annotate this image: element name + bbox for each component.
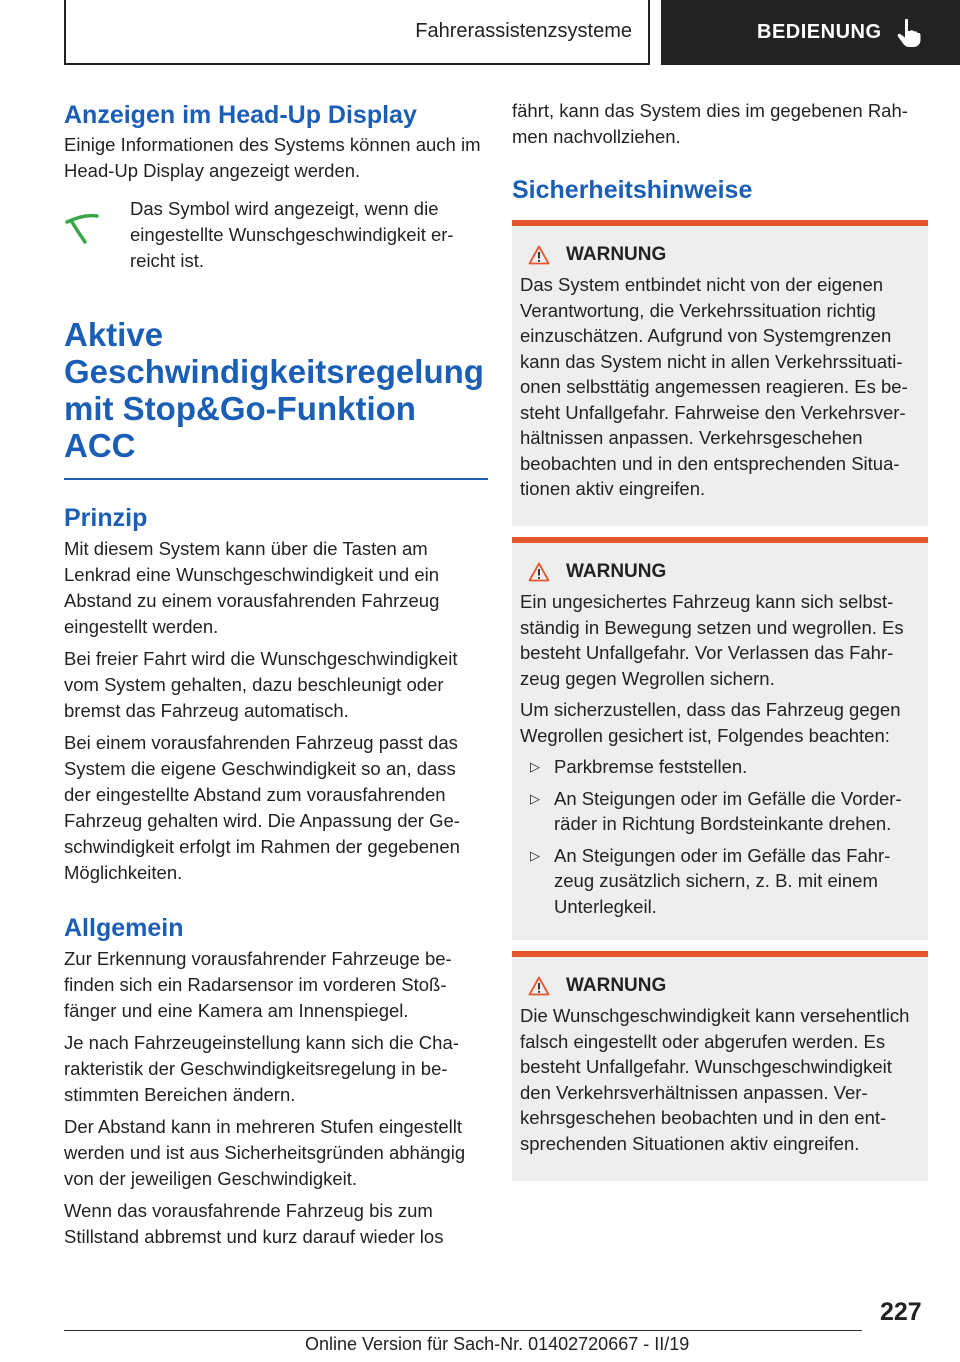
- prinzip-paragraph-1: Mit diesem System kann über die Tasten am Lenkrad eine Wunschgeschwindigkeit und ein Abstand zu einem vorausfahrenden Fahrzeug eingestellt werden.: [64, 538, 440, 637]
- hud-intro: Einige Informationen des Systems können auch im Head-Up Display angezeigt werden.: [64, 134, 481, 181]
- title-divider: [64, 478, 488, 480]
- warning-triangle-icon: [528, 245, 550, 265]
- continuation-text: fährt, kann das System dies im gegebenen Rahmen nachvollziehen.: [512, 100, 908, 147]
- prinzip-paragraph-2: Bei freier Fahrt wird die Wunschgeschwindigkeit vom System gehalten, dazu beschleunigt oder bremst das Fahrzeug automatisch.: [64, 648, 458, 721]
- page-title: Aktive Geschwindigkeitsregelung mit Stop&Go-Funktion ACC: [64, 316, 484, 464]
- allgemein-paragraph-1: Zur Erkennung vorausfahrender Fahrzeuge befinden sich ein Radarsensor im vorderen Stoßfänger und eine Kamera am Innenspiegel.: [64, 948, 452, 1021]
- hud-heading: Anzeigen im Head-Up Display: [64, 101, 417, 129]
- list-item: ▷ An Steigungen oder im Gefälle das Fahrzeug zusätzlich sichern, z. B. mit einem Unterlegkeil.: [520, 843, 920, 920]
- warning-2-text-2: Um sicherzustellen, dass das Fahrzeug gegen Wegrollen gesichert ist, Folgendes beachten:: [520, 699, 901, 746]
- warning-label: WARNUNG: [566, 244, 667, 265]
- bullet-triangle-icon: ▷: [530, 847, 540, 863]
- prinzip-heading: Prinzip: [64, 504, 148, 532]
- warning-box-1: [512, 220, 928, 526]
- list-item: ▷ Parkbremse feststellen.: [520, 754, 920, 780]
- warning-label: WARNUNG: [566, 975, 667, 996]
- list-item: ▷ An Steigungen oder im Gefälle die Vorderräder in Richtung Bordsteinkante drehen.: [520, 786, 920, 837]
- warning-1-text: Das System entbindet nicht von der eigenen Verantwortung, die Verkehrssituation richtig einzuschätzen. Aufgrund von Systemgrenzen kann das System nicht in allen Verkehrssituationen selbsttätig angemessen reagieren. Es besteht Unfallgefahr. Fahrweise den Verkehrsverhältnissen anpassen. Verkehrsgeschehen beobachten und in den entsprechenden Situationen aktiv eingreifen.: [520, 274, 908, 499]
- bullet-triangle-icon: ▷: [530, 790, 540, 806]
- header-chapter-title: BEDIENUNG: [757, 21, 882, 43]
- warning-2-text-1: Ein ungesichertes Fahrzeug kann sich selbstständig in Bewegung setzen und wegrollen. Es besteht Unfallgefahr. Vor Verlassen das Fahrzeug gegen Wegrollen sichern.: [520, 591, 904, 689]
- warning-box-2: [512, 537, 928, 940]
- right-column: [512, 98, 928, 208]
- left-column: [64, 98, 484, 1250]
- footer-online-version: Online Version für Sach-Nr. 01402720667 - II/19: [305, 1334, 690, 1354]
- speed-reached-icon: [64, 196, 130, 266]
- warning-box-3: [512, 951, 928, 1181]
- warning-header: [528, 561, 920, 583]
- warning-header: [528, 975, 920, 997]
- bullet-triangle-icon: ▷: [530, 759, 540, 774]
- allgemein-paragraph-2: Je nach Fahrzeugeinstellung kann sich die Charakteristik der Geschwindigkeitsregelung in bestimmten Bereichen ändern.: [64, 1032, 459, 1105]
- header-section-tab: [64, 0, 650, 65]
- page-number: 227: [880, 1298, 922, 1326]
- warning-triangle-icon: [528, 976, 550, 996]
- prinzip-paragraph-3: Bei einem vorausfahrenden Fahrzeug passt das System die eigene Geschwindigkeit so an, dass der eingestellte Abstand zum vorausfahrenden Fahrzeug gehalten wird. Die Anpassung der Geschwindigkeit erfolgt im Rahmen der gegebenen Möglichkeiten.: [64, 732, 460, 883]
- warning-3-text: Die Wunschgeschwindigkeit kann versehentlich falsch eingestellt oder abgerufen werden. Es besteht Unfallgefahr. Wunschgeschwindigkeit den Verkehrsverhältnissen anpassen. Verkehrsgeschehen beobachten und in den entsprechenden Situationen aktiv eingreifen.: [520, 1005, 910, 1154]
- safety-heading: Sicherheitshinweise: [512, 176, 753, 204]
- pointing-hand-icon: [896, 18, 922, 48]
- warning-header: [528, 244, 920, 266]
- hud-symbol-row: [64, 196, 484, 274]
- footer-divider: [64, 1330, 862, 1331]
- header-section-title: Fahrerassistenzsysteme: [415, 20, 632, 42]
- warning-label: WARNUNG: [566, 561, 667, 582]
- allgemein-heading: Allgemein: [64, 914, 184, 942]
- warning-triangle-icon: [528, 562, 550, 582]
- allgemein-paragraph-3: Der Abstand kann in mehreren Stufen eingestellt werden und ist aus Sicherheitsgründen abhängig von der jeweiligen Geschwindigkeit.: [64, 1116, 466, 1189]
- hud-symbol-text: Das Symbol wird angezeigt, wenn die eingestellte Wunschgeschwindigkeit erreicht ist.: [130, 198, 454, 271]
- header-chapter-tab: [661, 0, 960, 65]
- allgemein-paragraph-4: Wenn das vorausfahrende Fahrzeug bis zum Stillstand abbremst und kurz darauf wieder los: [64, 1200, 444, 1247]
